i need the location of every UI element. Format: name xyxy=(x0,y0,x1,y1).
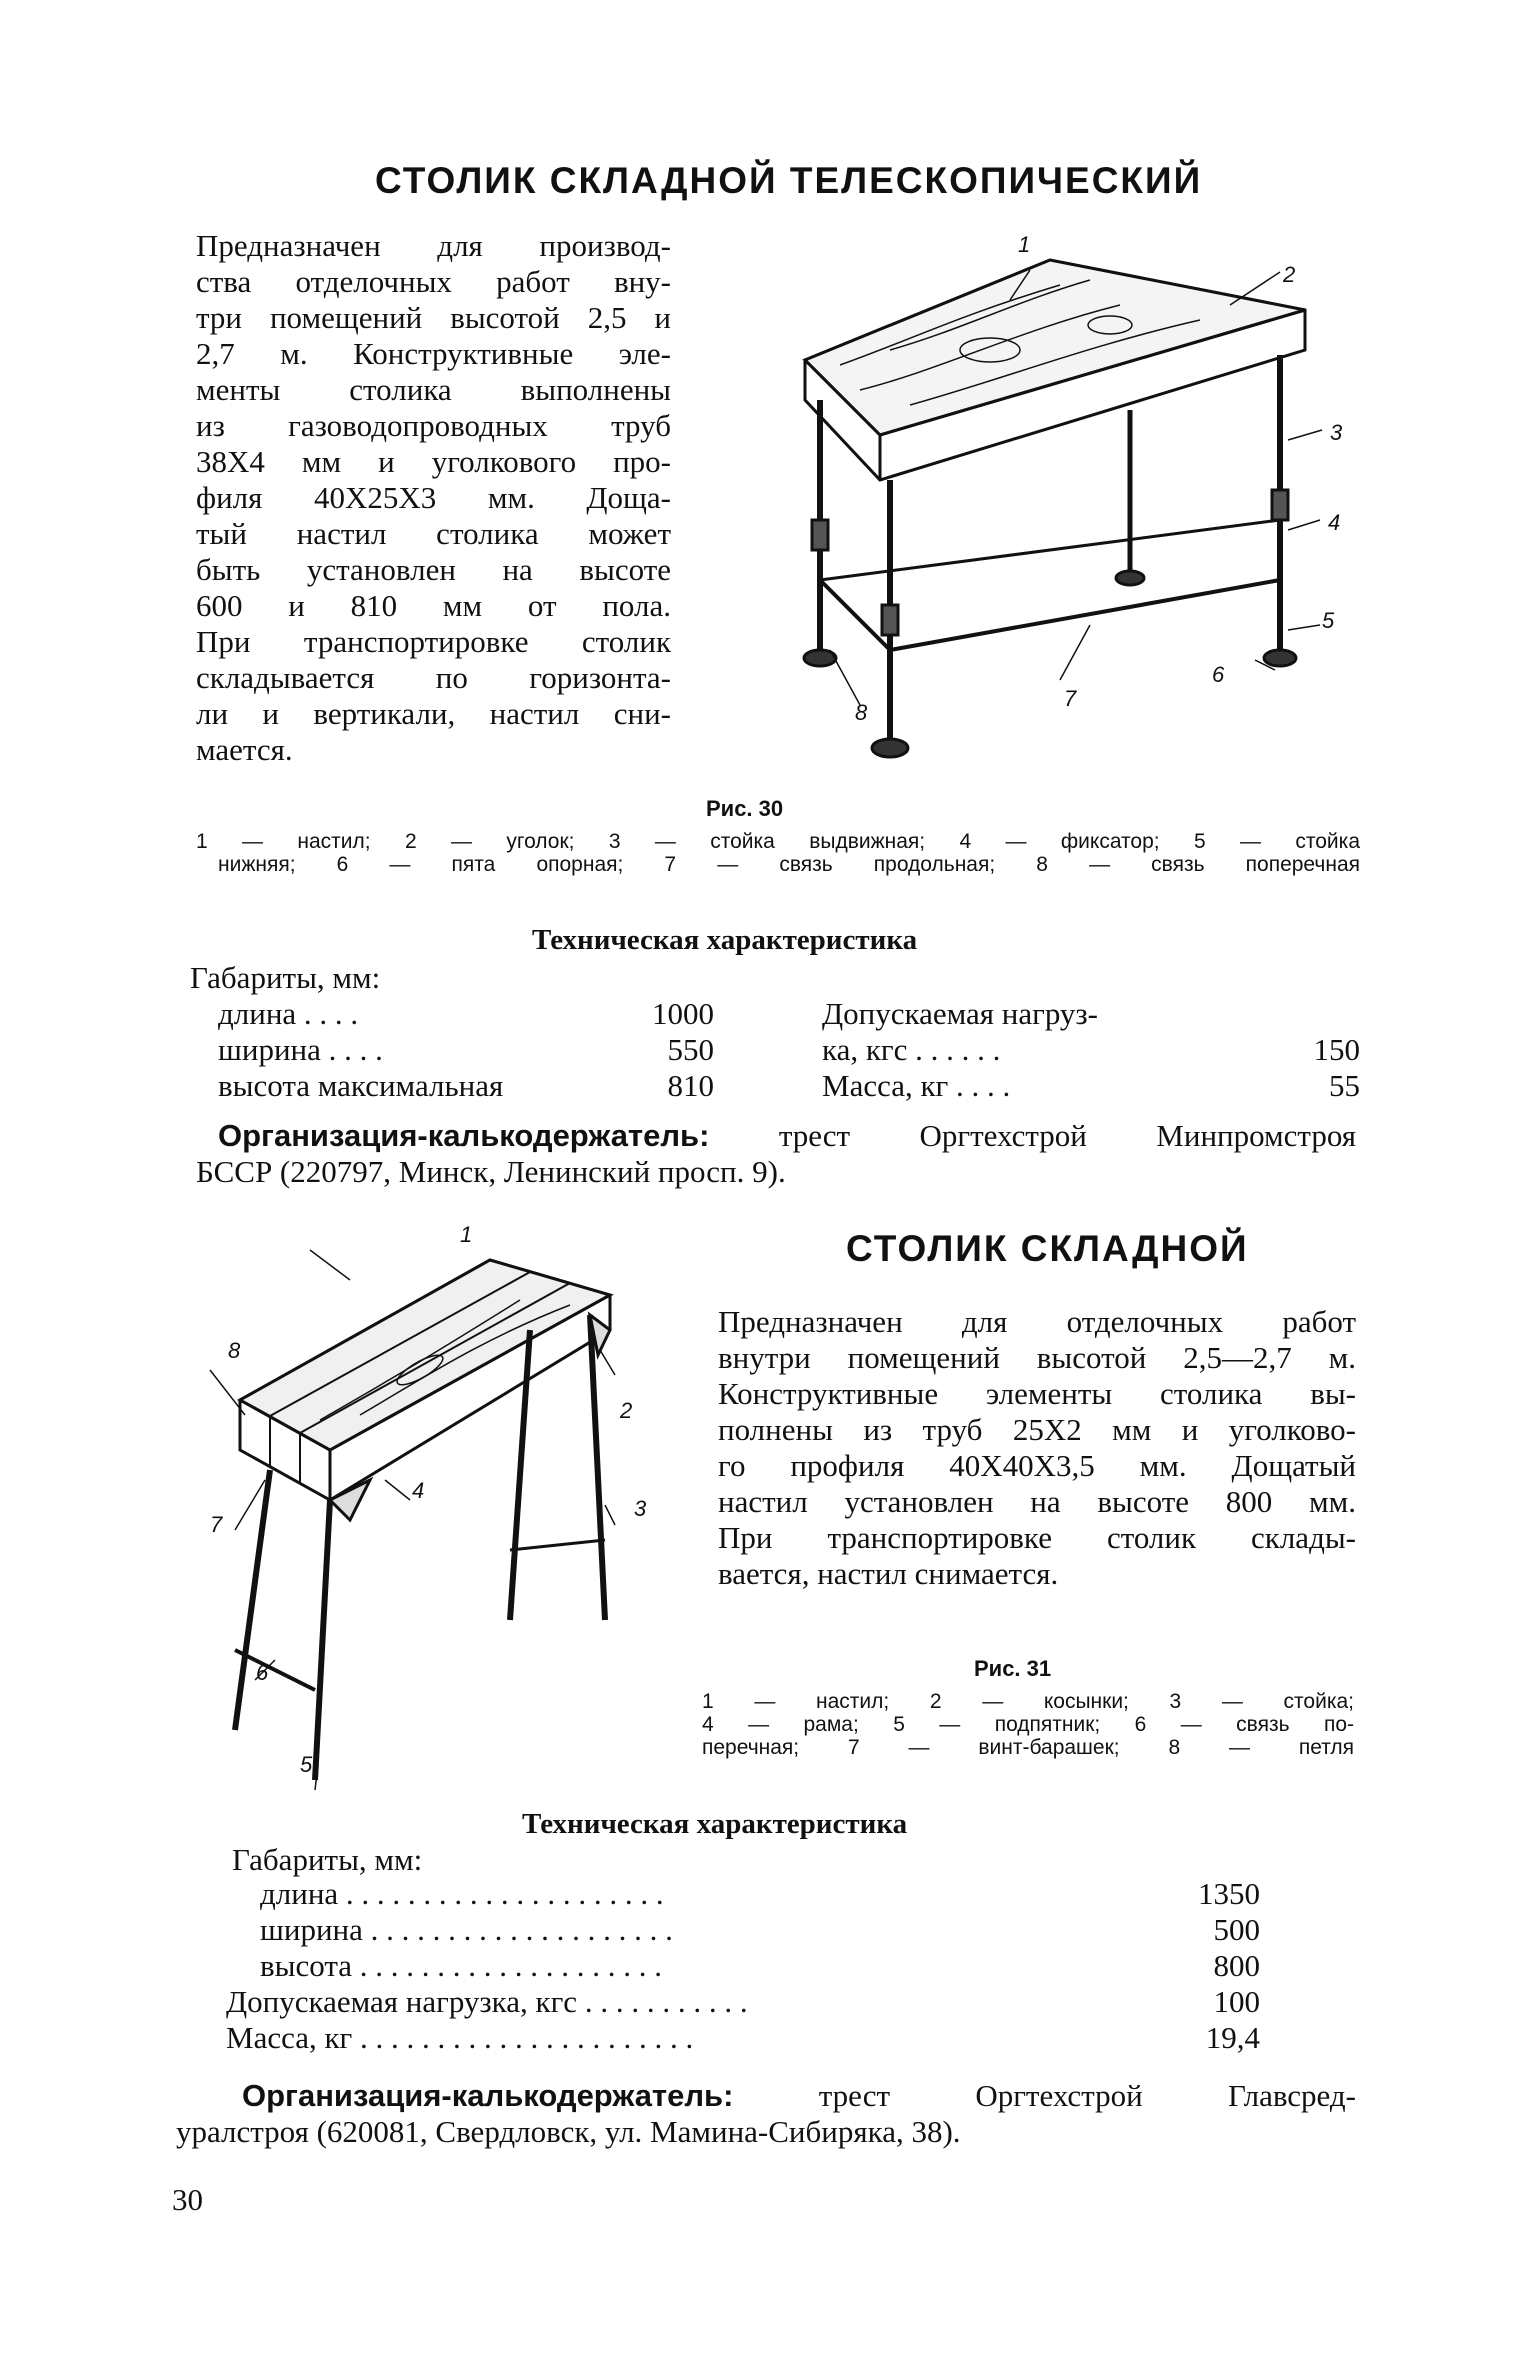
spec-row xyxy=(218,1068,714,1104)
fig31-callout-3: 3 xyxy=(634,1496,647,1521)
fig31-callout-7: 7 xyxy=(210,1512,223,1537)
fig31-caption: Рис. 31 xyxy=(974,1656,1052,1681)
spec-label: ка, кгс . . . . . . xyxy=(822,1032,1001,1067)
description-line: ства отделочных работ вну- xyxy=(196,264,671,299)
spec-row xyxy=(226,1912,1260,1948)
fig30-callout-6: 6 xyxy=(1212,662,1225,687)
spec-value: 19,4 xyxy=(1205,2020,1260,2055)
spec-value: 100 xyxy=(1213,1984,1260,2019)
spec-row xyxy=(822,996,1360,1032)
legend-line: 1 — настил; 2 — косынки; 3 — стойка; xyxy=(702,1690,1354,1713)
folding-table-illustration xyxy=(200,1220,670,1800)
spec-value: 500 xyxy=(1213,1912,1260,1947)
description-line: быть установлен на высоте xyxy=(196,552,671,587)
description-line: вается, настил снимается. xyxy=(718,1556,1059,1591)
description-line: из газоводопроводных труб xyxy=(196,408,671,443)
fig30-callout-4: 4 xyxy=(1328,510,1341,535)
fig31-callout-1: 1 xyxy=(460,1222,473,1247)
spec-label: Допускаемая нагрузка, кгс . . . . . . . . . . . xyxy=(226,1984,748,2019)
spec-row xyxy=(226,1876,1260,1912)
spec-row xyxy=(218,996,714,1032)
section1-dims-label: Габариты, мм: xyxy=(190,960,381,995)
spec-label: ширина . . . . . . . . . . . . . . . . . . . . xyxy=(260,1912,673,1947)
fig30-callout-7: 7 xyxy=(1064,686,1077,711)
section1-specs-left xyxy=(218,996,714,1104)
spec-value: 550 xyxy=(667,1032,714,1067)
spec-label: Масса, кг . . . . . . . . . . . . . . . . . . . . . . xyxy=(226,2020,694,2055)
spec-value: 810 xyxy=(667,1068,714,1103)
section1-specs-right xyxy=(822,996,1360,1104)
section1-org-line2: БССР (220797, Минск, Ленинский просп. 9). xyxy=(196,1154,786,1189)
spec-label: высота максимальная xyxy=(218,1068,504,1103)
section1-specs-heading: Техническая характеристика xyxy=(532,924,918,956)
section2-org-label: Организация-калькодержатель: xyxy=(242,2078,734,2113)
section2-specs-table xyxy=(226,1876,1260,2056)
section1-title: СТОЛИК СКЛАДНОЙ ТЕЛЕСКОПИЧЕСКИЙ xyxy=(375,160,1203,201)
description-line: внутри помещений высотой 2,5—2,7 м. xyxy=(718,1340,1356,1375)
section1-org xyxy=(196,1118,1356,1190)
spec-value: 800 xyxy=(1213,1948,1260,1983)
section2-description xyxy=(718,1304,1356,1592)
fig30-callout-1: 1 xyxy=(1018,232,1031,257)
fig31-callout-4: 4 xyxy=(412,1478,425,1503)
spec-row xyxy=(226,1948,1260,1984)
description-line: мается. xyxy=(196,732,293,767)
fig30-legend xyxy=(196,830,1360,876)
fig30-callout-2: 2 xyxy=(1283,262,1296,287)
fig31-callout-8: 8 xyxy=(228,1338,241,1363)
description-line: Предназначен для отделочных работ xyxy=(718,1304,1356,1339)
spec-row xyxy=(822,1032,1360,1068)
section1-org-line1: трест Оргтехстрой Минпромстроя xyxy=(778,1118,1357,1153)
fig30-callout-8: 8 xyxy=(855,700,868,725)
description-line: Предназначен для производ- xyxy=(196,228,671,263)
page-number: 30 xyxy=(172,2182,203,2217)
description-line: полнены из труб 25Х2 мм и уголково- xyxy=(718,1412,1356,1447)
spec-label: Масса, кг . . . . xyxy=(822,1068,1011,1103)
fig31-callout-2: 2 xyxy=(620,1398,633,1423)
section2-org-line1: трест Оргтехстрой Главсред- xyxy=(818,2078,1356,2113)
description-line: филя 40Х25Х3 мм. Доща- xyxy=(196,480,671,515)
section2-org xyxy=(176,2078,1356,2150)
description-line: Конструктивные элементы столика вы- xyxy=(718,1376,1356,1411)
spec-label: Допускаемая нагруз- xyxy=(822,996,1099,1031)
description-line: ли и вертикали, настил сни- xyxy=(196,696,671,731)
legend-line: 4 — рама; 5 — подпятник; 6 — связь по- xyxy=(702,1713,1354,1736)
legend-line: 1 — настил; 2 — уголок; 3 — стойка выдвижная; 4 — фиксатор; 5 — стойка xyxy=(196,830,1360,853)
spec-label: высота . . . . . . . . . . . . . . . . . . . . xyxy=(260,1948,663,1983)
description-line: 2,7 м. Конструктивные эле- xyxy=(196,336,671,371)
spec-label: длина . . . . xyxy=(218,996,359,1031)
legend-line: нижняя; 6 — пята опорная; 7 — связь продольная; 8 — связь поперечная xyxy=(218,853,1360,876)
description-line: При транспортировке столик склады- xyxy=(718,1520,1356,1555)
spec-value: 1000 xyxy=(652,996,714,1031)
section1-org-label: Организация-калькодержатель: xyxy=(218,1118,710,1153)
spec-label: ширина . . . . xyxy=(218,1032,383,1067)
description-line: менты столика выполнены xyxy=(196,372,671,407)
section1-description xyxy=(196,228,671,768)
spec-row xyxy=(218,1032,714,1068)
description-line: 600 и 810 мм от пола. xyxy=(196,588,671,623)
description-line: При транспортировке столик xyxy=(196,624,671,659)
spec-value: 1350 xyxy=(1198,1876,1260,1911)
description-line: 38Х4 мм и уголкового про- xyxy=(196,444,671,479)
spec-row xyxy=(822,1068,1360,1104)
fig31-callout-6: 6 xyxy=(256,1660,269,1685)
spec-value: 150 xyxy=(1313,1032,1360,1067)
section2-dims-label: Габариты, мм: xyxy=(232,1842,423,1877)
section2-org-line2: уралстроя (620081, Свердловск, ул. Мамина-Сибиряка, 38). xyxy=(176,2114,961,2149)
description-line: три помещений высотой 2,5 и xyxy=(196,300,671,335)
description-line: складывается по горизонта- xyxy=(196,660,671,695)
section2-specs-heading: Техническая характеристика xyxy=(522,1808,908,1840)
description-line: го профиля 40Х40Х3,5 мм. Дощатый xyxy=(718,1448,1356,1483)
spec-row xyxy=(226,2020,1260,2056)
fig30-callout-5: 5 xyxy=(1322,608,1335,633)
description-line: тый настил столика может xyxy=(196,516,671,551)
fig31-legend xyxy=(702,1690,1354,1759)
fig30-caption: Рис. 30 xyxy=(706,796,784,821)
spec-row xyxy=(226,1984,1260,2020)
fig31-callout-5: 5 xyxy=(300,1752,313,1777)
spec-value: 55 xyxy=(1329,1068,1360,1103)
description-line: настил установлен на высоте 800 мм. xyxy=(718,1484,1356,1519)
section2-title: СТОЛИК СКЛАДНОЙ xyxy=(846,1228,1249,1269)
spec-label: длина . . . . . . . . . . . . . . . . . . . . . xyxy=(260,1876,664,1911)
legend-line: перечная; 7 — винт-барашек; 8 — петля xyxy=(702,1736,1354,1759)
fig30-callout-3: 3 xyxy=(1330,420,1343,445)
